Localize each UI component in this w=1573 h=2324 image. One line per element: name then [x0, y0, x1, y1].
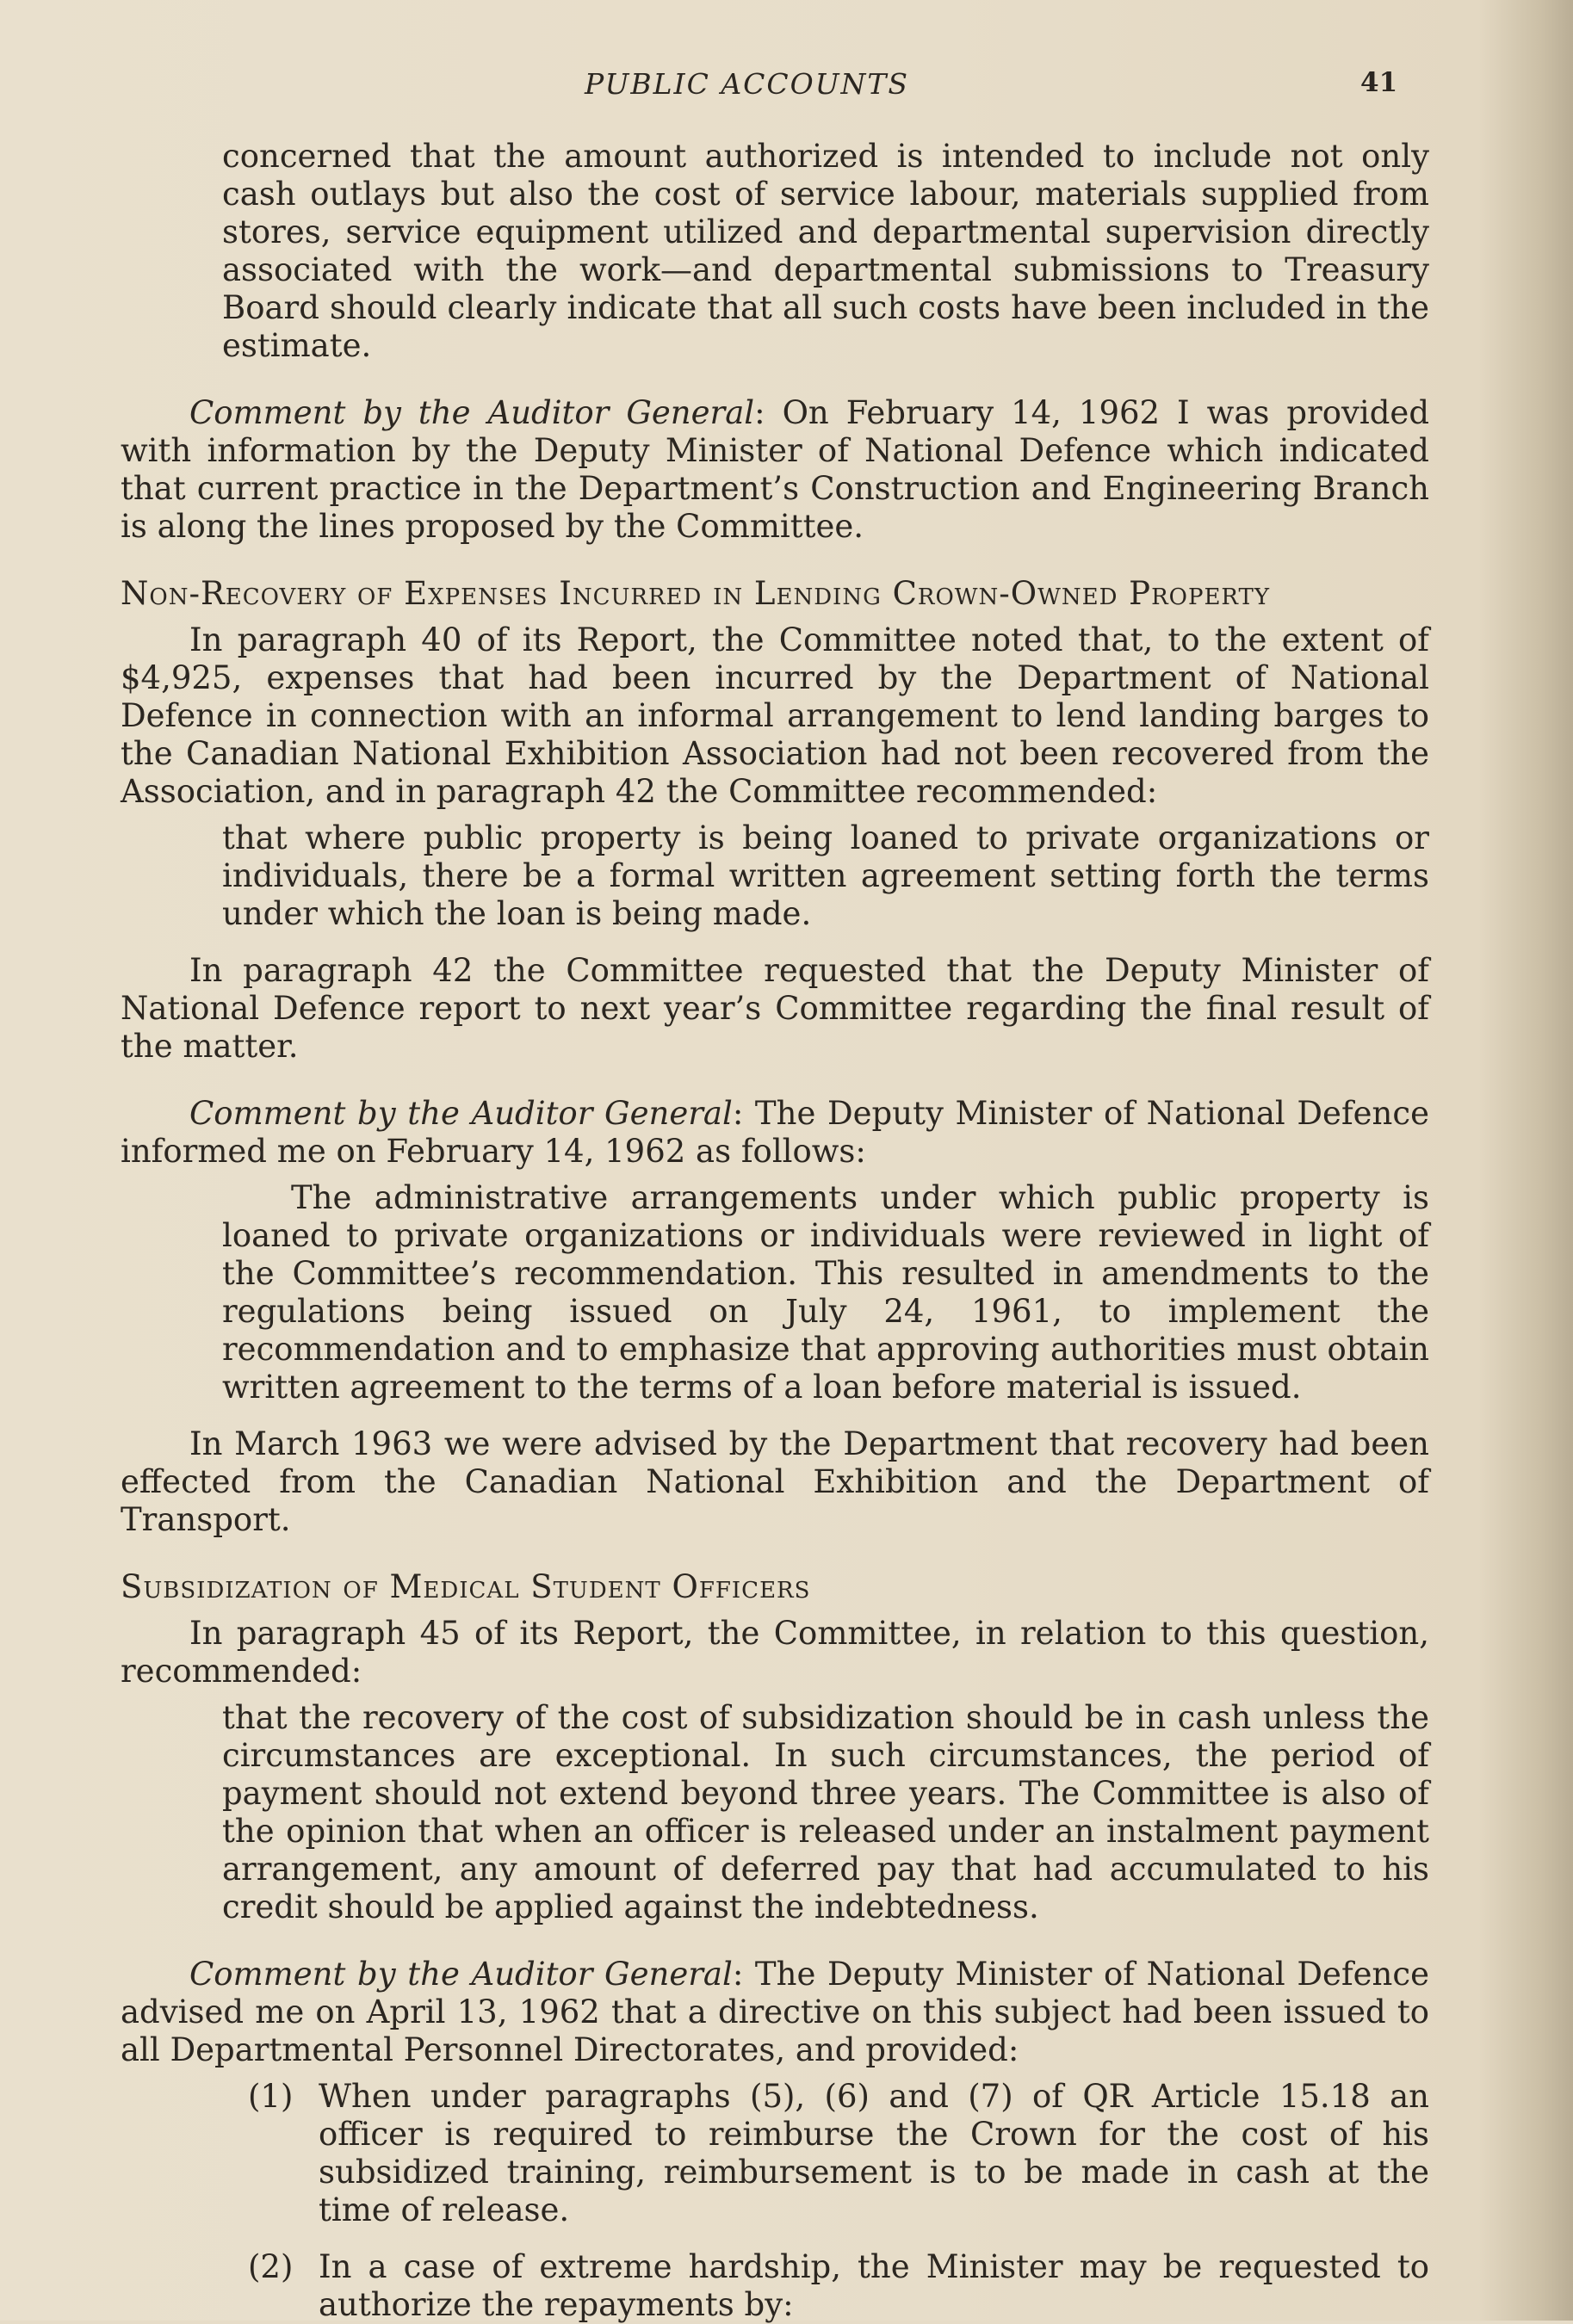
quoted-recommendation: that the recovery of the cost of subsidization should be in cash unless the circumstances are exceptional. In such circumstances, the period of payment should not extend beyond three years. The Committee is also of the opinion that when an officer is released under an instalment payment arrangement, any amount of deferred pay that had accumulated to his credit should be applied against the indebtedness. [222, 1699, 1429, 1925]
comment-label: Comment by the Auditor General [189, 1956, 733, 1993]
comment-paragraph [121, 394, 1429, 546]
comment-text: : The Deputy Minister of National Defence informed me on February 14, 1962 as follows: [121, 1095, 1429, 1170]
paragraph: In paragraph 45 of its Report, the Committee, in relation to this question, recommended: [121, 1615, 1429, 1690]
list-number: (1) [248, 2078, 294, 2115]
paragraph: In March 1963 we were advised by the Department that recovery had been effected from the Canadian National Exhibition and the Department of Transport. [121, 1425, 1429, 1538]
paragraph: In paragraph 42 the Committee requested that the Deputy Minister of National Defence report to next year’s Committee regarding the final result of the matter. [121, 952, 1429, 1065]
list-item [248, 2078, 1429, 2229]
section-heading: Subsidization of Medical Student Officers [121, 1568, 811, 1605]
running-head: PUBLIC ACCOUNTS [584, 67, 910, 101]
list-item-text: When under paragraphs (5), (6) and (7) of QR Article 15.18 an officer is required to reimburse the Crown for the cost of his subsidized training, reimbursement is to be made in cash at the time of release. [319, 2078, 1429, 2228]
list-number: (2) [248, 2248, 294, 2285]
quoted-recommendation: that where public property is being loaned to private organizations or individuals, there be a formal written agreement setting forth the terms under which the loan is being made. [222, 819, 1429, 932]
comment-paragraph [121, 1956, 1429, 2069]
paragraph-continued: concerned that the amount authorized is intended to include not only cash outlays but also the cost of service labour, materials supplied from stores, service equipment utilized and departmental supervision directly associated with the work—and departmental submissions to Treasury Board should clearly indicate that all such costs have been included in the estimate. [222, 138, 1429, 364]
comment-text: : On February 14, 1962 I was provided with information by the Deputy Minister of National Defence which indicated that current practice in the Department’s Construction and Engineering Branch is along the lines proposed by the Committee. [121, 394, 1429, 545]
list-item [248, 2248, 1429, 2324]
document-body [121, 138, 1429, 2324]
comment-paragraph [121, 1095, 1429, 1171]
comment-text: : The Deputy Minister of National Defence advised me on April 13, 1962 that a directive on this subject had been issued to all Departmental Personnel Directorates, and provided: [121, 1956, 1429, 2068]
page-header [0, 67, 1573, 110]
comment-label: Comment by the Auditor General [189, 1095, 733, 1132]
quoted-reply: The administrative arrangements under which public property is loaned to private organizations or individuals were reviewed in light of the Committee’s recommendation. This resulted in amendments to the regulations being issued on July 24, 1961, to implement the recommendation and to emphasize that approving authorities must obtain written agreement to the terms of a loan before material is issued. [222, 1179, 1429, 1406]
comment-label: Comment by the Auditor General [189, 394, 755, 431]
paragraph: In paragraph 40 of its Report, the Committee noted that, to the extent of $4,925, expenses that had been incurred by the Department of National Defence in connection with an informal arrangement to lend landing barges to the Canadian National Exhibition Association had not been recovered from the Association, and in paragraph 42 the Committee recommended: [121, 621, 1429, 810]
page-number: 41 [1360, 67, 1398, 98]
section-heading: Non-Recovery of Expenses Incurred in Lending Crown-Owned Property [121, 575, 1271, 612]
list-item-text: In a case of extreme hardship, the Minister may be requested to authorize the repayments by: [319, 2248, 1429, 2323]
